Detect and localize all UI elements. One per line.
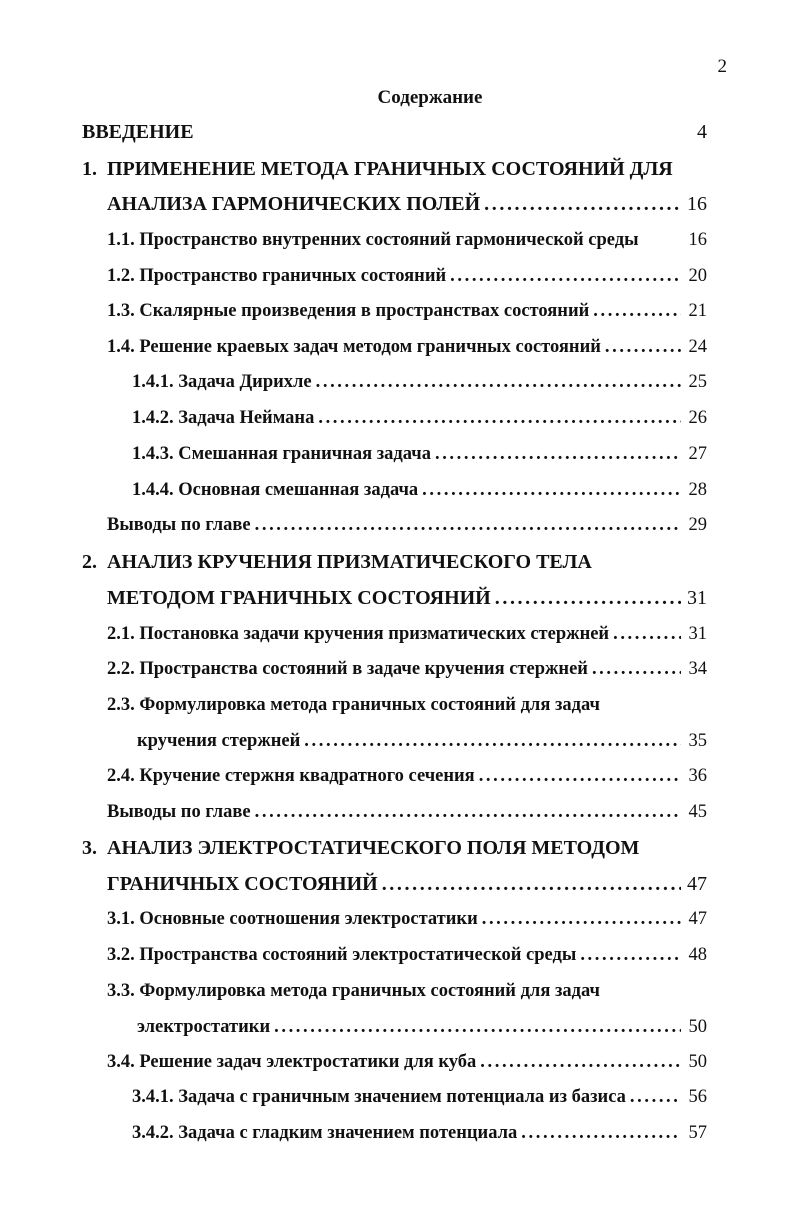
dot-leader xyxy=(300,727,681,755)
toc-entry xyxy=(0,977,793,1005)
toc-entry-text: 3.4.2. Задача с гладким значением потенциала xyxy=(132,1123,518,1143)
dot-leader xyxy=(626,1083,681,1111)
toc-entry-page: 56 xyxy=(688,1087,707,1107)
toc-entry-number: 2. xyxy=(82,551,97,573)
toc-entry-page: 29 xyxy=(688,515,707,535)
toc-entry-page: 25 xyxy=(688,372,707,392)
toc-entry-text: 1.4.4. Основная смешанная задача xyxy=(132,480,419,500)
toc-entry-text: 3.3. Формулировка метода граничных состояний для задач xyxy=(107,981,600,1001)
toc-entry xyxy=(0,584,793,612)
toc-entry-page: 16 xyxy=(688,230,707,250)
toc-entry-page: 34 xyxy=(688,659,707,679)
toc-entry xyxy=(0,476,793,504)
toc-entry-text: Выводы по главе xyxy=(107,515,251,535)
toc-entry-page: 35 xyxy=(688,731,707,751)
toc-entry xyxy=(0,548,793,576)
toc-entry-page: 24 xyxy=(688,337,707,357)
toc-entry-number: 1. xyxy=(82,158,97,180)
toc-entry xyxy=(0,155,793,183)
toc-entry-text: ПРИМЕНЕНИЕ МЕТОДА ГРАНИЧНЫХ СОСТОЯНИЙ ДЛЯ xyxy=(107,158,673,180)
dot-leader xyxy=(517,1119,681,1147)
toc-entry xyxy=(0,941,793,969)
dot-leader xyxy=(475,762,681,790)
toc-entry xyxy=(0,440,793,468)
dot-leader xyxy=(418,476,681,504)
dot-leader xyxy=(476,1048,681,1076)
dot-leader xyxy=(491,584,681,612)
toc-entry xyxy=(0,368,793,396)
toc-entry-page: 28 xyxy=(688,480,707,500)
toc-entry xyxy=(0,620,793,648)
toc-entry-text: 1.1. Пространство внутренних состояний гармонической среды xyxy=(107,230,639,250)
toc-entry-text: 3.4.1. Задача с граничным значением потенциала из базиса xyxy=(132,1087,626,1107)
toc-entry xyxy=(0,1013,793,1041)
toc-entry-page: 47 xyxy=(688,909,707,929)
toc-entry-text: 2.2. Пространства состояний в задаче кручения стержней xyxy=(107,659,588,679)
toc-entry xyxy=(0,511,793,539)
toc-entry-text: АНАЛИЗА ГАРМОНИЧЕСКИХ ПОЛЕЙ xyxy=(107,193,481,215)
toc-entry xyxy=(0,297,793,325)
toc-entry-page: 26 xyxy=(688,408,707,428)
dot-leader xyxy=(312,368,681,396)
dot-leader xyxy=(576,941,681,969)
toc-entry-page: 50 xyxy=(688,1052,707,1072)
toc-entry-page: 16 xyxy=(687,193,707,215)
toc-entry xyxy=(0,262,793,290)
toc-entry-text: 1.4.2. Задача Неймана xyxy=(132,408,315,428)
page-number: 2 xyxy=(717,56,727,77)
toc-entry-text: 3.1. Основные соотношения электростатики xyxy=(107,909,478,929)
toc-entry-text: 2.3. Формулировка метода граничных состояний для задач xyxy=(107,695,600,715)
toc-entry-page: 31 xyxy=(688,624,707,644)
toc-entry-page: 50 xyxy=(688,1017,707,1037)
toc-entry xyxy=(0,118,793,146)
toc-entry-text: АНАЛИЗ ЭЛЕКТРОСТАТИЧЕСКОГО ПОЛЯ МЕТОДОМ xyxy=(107,837,640,859)
toc-entry-page: 27 xyxy=(688,444,707,464)
toc-entry-text: кручения стержней xyxy=(137,731,301,751)
toc-entry xyxy=(0,404,793,432)
toc-entry-page: 31 xyxy=(687,587,707,609)
toc-entry-text: МЕТОДОМ ГРАНИЧНЫХ СОСТОЯНИЙ xyxy=(107,587,491,609)
toc-entry-text: Выводы по главе xyxy=(107,802,251,822)
dot-leader xyxy=(431,440,681,468)
toc-entry-text: 1.3. Скалярные произведения в пространствах состояний xyxy=(107,301,590,321)
toc-entry xyxy=(0,226,793,254)
dot-leader xyxy=(251,798,681,826)
toc-entry-text: 1.4.3. Смешанная граничная задача xyxy=(132,444,431,464)
toc-entry-text: ВВЕДЕНИЕ xyxy=(82,121,194,143)
toc-entry-page: 4 xyxy=(697,121,707,143)
toc-entry xyxy=(0,190,793,218)
toc-entry-text: 3.2. Пространства состояний электростатической среды xyxy=(107,945,577,965)
dot-leader xyxy=(480,190,681,218)
toc-entry-number: 3. xyxy=(82,837,97,859)
dot-leader xyxy=(588,655,681,683)
dot-leader xyxy=(609,620,681,648)
toc-entry-text: 1.4.1. Задача Дирихле xyxy=(132,372,312,392)
toc-entry-text: 2.4. Кручение стержня квадратного сечения xyxy=(107,766,475,786)
toc-entry-page: 48 xyxy=(688,945,707,965)
toc-entry xyxy=(0,1048,793,1076)
dot-leader xyxy=(270,1013,681,1041)
toc-title: Содержание xyxy=(377,87,483,108)
dot-leader xyxy=(446,262,681,290)
dot-leader xyxy=(314,404,681,432)
toc-entry xyxy=(0,333,793,361)
toc-entry-text: 3.4. Решение задач электростатики для куба xyxy=(107,1052,477,1072)
toc-entry-page: 57 xyxy=(688,1123,707,1143)
dot-leader xyxy=(378,870,681,898)
dot-leader xyxy=(589,297,681,325)
toc-entry-page: 20 xyxy=(688,266,707,286)
toc-entry-page: 36 xyxy=(688,766,707,786)
toc-entry xyxy=(0,870,793,898)
toc-entry-page: 47 xyxy=(687,873,707,895)
toc-entry-text: 1.2. Пространство граничных состояний xyxy=(107,266,447,286)
toc-entry xyxy=(0,834,793,862)
toc-entry-text: ГРАНИЧНЫХ СОСТОЯНИЙ xyxy=(107,873,378,895)
toc-entry xyxy=(0,905,793,933)
dot-leader xyxy=(251,511,681,539)
toc-entry-text: АНАЛИЗ КРУЧЕНИЯ ПРИЗМАТИЧЕСКОГО ТЕЛА xyxy=(107,551,592,573)
toc-entry-text: 1.4. Решение краевых задач методом граничных состояний xyxy=(107,337,601,357)
dot-leader xyxy=(478,905,681,933)
toc-entry xyxy=(0,727,793,755)
toc-entry xyxy=(0,1119,793,1147)
toc-entry xyxy=(0,762,793,790)
toc-entry xyxy=(0,655,793,683)
toc-entry xyxy=(0,798,793,826)
dot-leader xyxy=(601,333,681,361)
toc-entry xyxy=(0,1083,793,1111)
toc-entry-page: 45 xyxy=(688,802,707,822)
toc-entry xyxy=(0,691,793,719)
toc-entry-text: электростатики xyxy=(137,1017,271,1037)
toc-entry-text: 2.1. Постановка задачи кручения призматических стержней xyxy=(107,624,610,644)
toc-entry-page: 21 xyxy=(688,301,707,321)
